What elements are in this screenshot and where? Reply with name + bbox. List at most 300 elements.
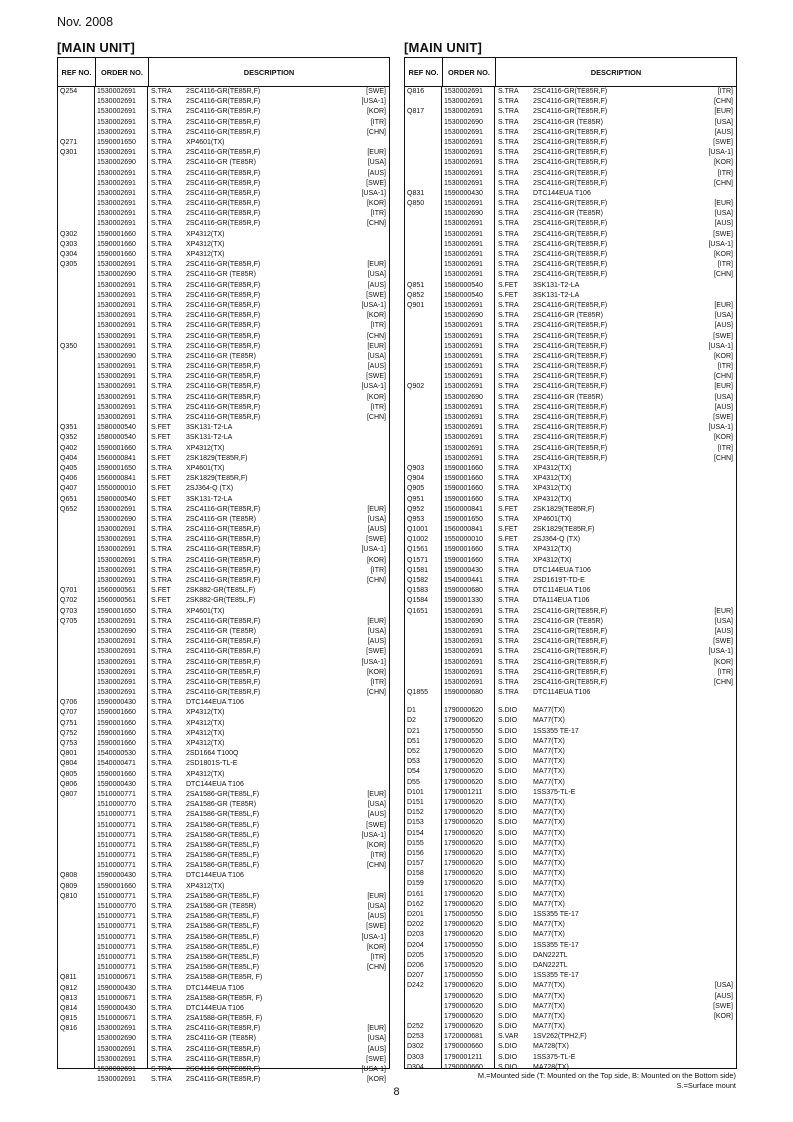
destination-cell: [KOR] xyxy=(366,1076,386,1084)
table-row xyxy=(405,209,736,219)
table-row xyxy=(405,698,736,706)
table-row xyxy=(58,189,389,199)
part-number-cell: MA77(TX) xyxy=(533,737,565,745)
part-number-cell: MA77(TX) xyxy=(533,707,565,715)
order-no-cell: 1530002691 xyxy=(97,403,136,411)
part-type-cell: S.TRA xyxy=(498,118,519,126)
ref-no-cell: Q809 xyxy=(60,882,78,890)
part-number-cell: DTC144EUA T106 xyxy=(186,780,244,788)
table-row xyxy=(405,607,736,617)
destination-cell: [ITR] xyxy=(370,678,386,686)
destination-cell: [EUR] xyxy=(367,892,386,900)
part-type-cell: S.TRA xyxy=(151,200,172,208)
order-no-cell: 1530002691 xyxy=(444,261,483,269)
part-number-cell: 2SC4116-GR(TE85R,F) xyxy=(186,658,261,666)
table-row xyxy=(58,240,389,250)
order-no-cell: 1510000770 xyxy=(97,801,136,809)
destination-cell: [CHN] xyxy=(713,454,733,462)
destination-cell: [ITR] xyxy=(370,852,386,860)
table-row xyxy=(405,240,736,250)
part-type-cell: S.TRA xyxy=(498,403,519,411)
part-type-cell: S.DIO xyxy=(498,717,518,725)
destination-cell: [SWE] xyxy=(366,1055,386,1063)
part-number-cell: 2SC4116-GR(TE85R,F) xyxy=(533,444,608,452)
part-number-cell: 2SC4116-GR(TE85R,F) xyxy=(533,251,608,258)
part-number-cell: MA77(TX) xyxy=(533,809,565,817)
part-type-cell: S.TRA xyxy=(151,464,172,472)
part-type-cell: S.TRA xyxy=(498,383,519,391)
part-number-cell: 2SD1664 T100Q xyxy=(186,750,239,758)
part-number-cell: 2SC4116-GR(TE85R,F) xyxy=(186,373,261,381)
ref-no-cell: Q814 xyxy=(60,1004,78,1012)
order-no-cell: 1510000771 xyxy=(97,811,136,819)
ref-no-cell: Q902 xyxy=(407,383,425,391)
document-date: Nov. 2008 xyxy=(57,15,114,29)
table-row xyxy=(58,372,389,382)
order-no-cell: 1790000620 xyxy=(444,880,483,888)
table-row xyxy=(58,464,389,474)
part-number-cell: 2SC4116-GR(TE85R,F) xyxy=(533,128,608,136)
destination-cell: [ITR] xyxy=(370,322,386,330)
ref-no-cell: Q850 xyxy=(407,200,425,208)
destination-cell: [KOR] xyxy=(713,1012,733,1020)
order-no-cell: 1510000671 xyxy=(97,994,136,1002)
part-number-cell: 2SC4116-GR(TE85R,F) xyxy=(186,169,261,177)
order-no-cell: 1790000620 xyxy=(444,1012,483,1020)
ref-no-cell: Q1001 xyxy=(407,526,429,534)
order-no-cell: 1790001211 xyxy=(444,788,483,796)
left-table-body xyxy=(58,87,389,1084)
part-type-cell: S.TRA xyxy=(151,373,172,381)
order-no-cell: 1530002691 xyxy=(444,363,483,371)
table-row xyxy=(58,1014,389,1024)
ref-no-cell: Q351 xyxy=(60,424,78,432)
part-number-cell: XP4312(TX) xyxy=(186,251,225,258)
part-type-cell: S.TRA xyxy=(151,414,172,421)
part-number-cell: 2SC4116-GR(TE85R,F) xyxy=(186,648,261,656)
part-number-cell: 2SC4116-GR(TE85R,F) xyxy=(186,118,261,126)
table-row xyxy=(58,484,389,494)
table-row xyxy=(405,260,736,270)
ref-no-header: REF NO. xyxy=(405,58,443,86)
part-number-cell: 2SC4116-GR(TE85R,F) xyxy=(186,281,261,289)
part-number-cell: 3SK131-T2-LA xyxy=(186,424,233,432)
part-type-cell: S.TRA xyxy=(151,709,172,717)
part-type-cell: S.TRA xyxy=(498,566,519,574)
table-row xyxy=(405,747,736,757)
part-type-cell: S.DIO xyxy=(498,809,518,817)
part-number-cell: 1SS355 TE-17 xyxy=(533,941,579,949)
part-number-cell: 2SA1586-GR(TE85L,F) xyxy=(186,913,260,921)
table-row xyxy=(58,821,389,831)
part-type-cell: S.DIO xyxy=(498,941,518,949)
mounted-side-note: M.=Mounted side (T: Mounted on the Top side, B: Mounted on the Bottom side) xyxy=(477,1071,736,1080)
table-row xyxy=(58,973,389,983)
order-no-cell: 1590001660 xyxy=(444,495,483,503)
part-type-cell: S.TRA xyxy=(151,933,172,941)
table-row xyxy=(405,706,736,716)
order-no-cell: 1790000620 xyxy=(444,890,483,898)
part-type-cell: S.TRA xyxy=(151,740,172,747)
part-type-cell: S.DIO xyxy=(498,860,518,868)
destination-cell: [USA] xyxy=(367,801,386,809)
ref-no-cell: D304 xyxy=(407,1063,424,1071)
order-no-cell: 1530002691 xyxy=(97,128,136,136)
table-row xyxy=(58,770,389,780)
ref-no-cell: D21 xyxy=(407,727,420,735)
part-type-cell: S.DIO xyxy=(498,911,518,918)
part-number-cell: 2SC4116-GR(TE85R,F) xyxy=(533,668,608,676)
order-no-cell: 1530002691 xyxy=(444,128,483,136)
part-type-cell: S.TRA xyxy=(151,811,172,819)
order-no-cell: 1530002691 xyxy=(97,312,136,320)
ref-no-cell: D157 xyxy=(407,860,424,868)
part-number-cell: 2SC4116-GR(TE85R,F) xyxy=(186,556,261,564)
table-row xyxy=(58,596,389,606)
part-type-cell: S.FET xyxy=(151,587,171,595)
part-type-cell: S.TRA xyxy=(151,312,172,320)
part-type-cell: S.TRA xyxy=(151,699,172,707)
part-type-cell: S.TRA xyxy=(151,251,172,258)
order-no-cell: 1540000530 xyxy=(97,750,136,758)
order-no-cell: 1530002691 xyxy=(444,414,483,421)
part-number-cell: 2SC4116-GR(TE85R,F) xyxy=(533,424,608,432)
part-type-cell: S.TRA xyxy=(498,414,519,421)
part-type-cell: S.TRA xyxy=(151,974,172,982)
part-number-cell: XP4601(TX) xyxy=(186,464,225,472)
destination-cell: [USA] xyxy=(367,271,386,279)
ref-no-cell: Q404 xyxy=(60,454,78,462)
table-row xyxy=(58,831,389,841)
order-no-cell: 1530002691 xyxy=(444,108,483,116)
part-number-cell: 2SC4116-GR(TE85R,F) xyxy=(186,546,261,554)
order-no-cell: 1530002691 xyxy=(97,617,136,625)
order-no-cell: 1580000540 xyxy=(444,291,483,299)
table-row xyxy=(405,128,736,138)
part-type-cell: S.TRA xyxy=(498,373,519,381)
part-type-cell: S.TRA xyxy=(151,444,172,452)
part-type-cell: S.FET xyxy=(151,475,171,483)
part-number-cell: XP4312(TX) xyxy=(186,240,225,248)
part-type-cell: S.TRA xyxy=(498,200,519,208)
table-row xyxy=(58,882,389,892)
order-no-cell: 1530002690 xyxy=(97,159,136,167)
order-no-cell: 1550000010 xyxy=(97,485,136,493)
order-no-cell: 1590001650 xyxy=(444,515,483,523)
order-no-cell: 1590001660 xyxy=(97,230,136,238)
destination-cell: [CHN] xyxy=(713,678,733,686)
destination-cell: [AUS] xyxy=(367,638,386,646)
part-number-cell: 2SC4116-GR(TE85R,F) xyxy=(186,678,261,686)
ref-no-cell: Q271 xyxy=(60,138,78,146)
table-row xyxy=(58,403,389,413)
part-type-cell: S.TRA xyxy=(498,179,519,187)
part-number-cell: 2SC4116-GR(TE85R,F) xyxy=(186,393,261,401)
order-no-cell: 1530002691 xyxy=(97,556,136,564)
table-row xyxy=(58,128,389,138)
part-number-cell: 2SC4116-GR(TE85R,F) xyxy=(186,403,261,411)
table-row xyxy=(405,1053,736,1063)
ref-no-cell: Q1584 xyxy=(407,597,429,605)
ref-no-cell: Q705 xyxy=(60,617,78,625)
destination-cell: [USA] xyxy=(367,515,386,523)
order-no-cell: 1790000620 xyxy=(444,982,483,990)
order-no-cell: 1590000430 xyxy=(97,699,136,707)
part-type-cell: S.DIO xyxy=(498,748,518,755)
ref-no-cell: Q905 xyxy=(407,485,425,493)
part-type-cell: S.DIO xyxy=(498,1012,518,1020)
ref-no-cell: Q801 xyxy=(60,750,78,758)
order-no-cell: 1790000620 xyxy=(444,900,483,908)
part-number-cell: MA77(TX) xyxy=(533,890,565,898)
order-no-cell: 1580000540 xyxy=(97,424,136,432)
order-no-cell: 1530002691 xyxy=(97,393,136,401)
order-no-cell: 1530002691 xyxy=(444,383,483,391)
order-no-cell: 1510000771 xyxy=(97,790,136,798)
destination-cell: [USA] xyxy=(367,352,386,360)
part-number-cell: DTC114EUA T106 xyxy=(533,587,591,595)
part-type-cell: S.TRA xyxy=(498,638,519,646)
table-row xyxy=(58,698,389,708)
part-type-cell: S.FET xyxy=(151,424,171,432)
part-number-cell: 2SC4116-GR (TE85R) xyxy=(186,159,256,167)
part-type-cell: S.DIO xyxy=(498,768,518,776)
order-no-cell: 1790000620 xyxy=(444,992,483,1000)
table-row xyxy=(405,250,736,260)
table-row xyxy=(405,505,736,515)
part-type-cell: S.TRA xyxy=(151,291,172,299)
order-no-cell: 1530002691 xyxy=(97,658,136,666)
destination-cell: [AUS] xyxy=(367,526,386,534)
part-number-cell: 2SA1586-GR(TE85L,F) xyxy=(186,821,260,829)
table-row xyxy=(58,688,389,698)
table-row xyxy=(405,107,736,117)
table-row xyxy=(405,219,736,229)
part-type-cell: S.DIO xyxy=(498,1023,518,1031)
part-type-cell: S.DIO xyxy=(498,972,518,980)
part-type-cell: S.DIO xyxy=(498,849,518,857)
destination-cell: [USA-1] xyxy=(361,1066,386,1073)
order-no-cell: 1510000671 xyxy=(97,974,136,982)
table-row xyxy=(58,759,389,769)
part-type-cell: S.TRA xyxy=(151,678,172,686)
part-number-cell: 2SC4116-GR(TE85R,F) xyxy=(533,240,608,248)
order-no-cell: 1790000620 xyxy=(444,849,483,857)
order-no-cell: 1590000430 xyxy=(97,1004,136,1012)
part-type-cell: S.TRA xyxy=(498,261,519,269)
destination-cell: [AUS] xyxy=(714,627,733,635)
order-no-cell: 1510000771 xyxy=(97,892,136,900)
table-row xyxy=(405,291,736,301)
table-row xyxy=(405,808,736,818)
part-type-cell: S.TRA xyxy=(498,108,519,116)
part-type-cell: S.TRA xyxy=(498,189,519,197)
part-type-cell: S.DIO xyxy=(498,931,518,939)
order-no-cell: 1530002691 xyxy=(97,179,136,187)
part-type-cell: S.TRA xyxy=(151,913,172,921)
destination-cell: [KOR] xyxy=(366,668,386,676)
order-no-cell: 1530002691 xyxy=(97,648,136,656)
part-number-cell: 2SC4116-GR(TE85R,F) xyxy=(186,261,261,269)
table-row xyxy=(405,433,736,443)
part-number-cell: 2SC4116-GR(TE85R,F) xyxy=(533,414,608,421)
ref-no-cell: D253 xyxy=(407,1033,424,1041)
order-no-cell: 1580000540 xyxy=(97,495,136,503)
table-header xyxy=(58,58,389,87)
part-number-cell: 2SA1586-GR (TE85R) xyxy=(186,903,257,910)
order-no-cell: 1530002691 xyxy=(444,454,483,462)
table-row xyxy=(405,637,736,647)
part-number-cell: 2SC4116-GR(TE85R,F) xyxy=(186,617,261,625)
part-type-cell: S.TRA xyxy=(151,128,172,136)
part-type-cell: S.TRA xyxy=(151,108,172,116)
ref-no-cell: Q301 xyxy=(60,149,78,157)
table-row xyxy=(405,727,736,737)
part-type-cell: S.VAR xyxy=(498,1033,519,1041)
order-no-cell: 1530002691 xyxy=(444,179,483,187)
ref-no-cell: D161 xyxy=(407,890,424,898)
table-row xyxy=(405,658,736,668)
part-type-cell: S.FET xyxy=(498,526,518,534)
part-number-cell: XP4312(TX) xyxy=(186,770,225,778)
part-number-cell: 2SA1588-GR(TE85R, F) xyxy=(186,974,263,982)
order-no-cell: 1510000771 xyxy=(97,923,136,931)
destination-cell: [SWE] xyxy=(366,648,386,656)
table-row xyxy=(405,393,736,403)
table-row xyxy=(405,737,736,747)
order-no-cell: 1530002691 xyxy=(97,169,136,177)
table-row xyxy=(405,148,736,158)
table-row xyxy=(405,566,736,576)
ref-no-cell: Q851 xyxy=(407,281,425,289)
table-row xyxy=(58,545,389,555)
order-no-cell: 1590001650 xyxy=(97,464,136,472)
part-type-cell: S.TRA xyxy=(498,393,519,401)
destination-cell: [SWE] xyxy=(366,179,386,187)
table-row xyxy=(405,961,736,971)
part-type-cell: S.TRA xyxy=(498,363,519,371)
part-number-cell: MA77(TX) xyxy=(533,717,565,725)
order-no-cell: 1530002690 xyxy=(97,352,136,360)
order-no-cell: 1510000771 xyxy=(97,943,136,951)
part-type-cell: S.DIO xyxy=(498,778,518,786)
part-type-cell: S.DIO xyxy=(498,798,518,806)
part-number-cell: 2SC4116-GR (TE85R) xyxy=(186,352,256,360)
ref-no-cell: Q816 xyxy=(60,1025,78,1033)
part-type-cell: S.TRA xyxy=(498,322,519,330)
order-no-cell: 1790000620 xyxy=(444,717,483,725)
table-row xyxy=(405,454,736,464)
destination-cell: [KOR] xyxy=(366,556,386,564)
order-no-cell: 1530002691 xyxy=(97,505,136,513)
part-number-cell: 2SC4116-GR(TE85R,F) xyxy=(533,363,608,371)
part-number-cell: 2SA1586-GR(TE85L,F) xyxy=(186,964,260,972)
part-number-cell: 2SA1586-GR(TE85L,F) xyxy=(186,811,260,819)
table-row xyxy=(58,342,389,352)
part-type-cell: S.TRA xyxy=(498,454,519,462)
destination-cell: [KOR] xyxy=(713,251,733,258)
part-type-cell: S.TRA xyxy=(498,658,519,666)
part-type-cell: S.FET xyxy=(151,434,171,442)
part-type-cell: S.TRA xyxy=(498,546,519,554)
ref-no-cell: D53 xyxy=(407,758,420,766)
part-number-cell: 2SK882-GR(TE85L,F) xyxy=(186,597,256,605)
order-no-cell: 1790000620 xyxy=(444,809,483,817)
order-no-cell: 1580000540 xyxy=(97,434,136,442)
destination-cell: [CHN] xyxy=(713,373,733,381)
ref-no-cell: Q753 xyxy=(60,740,78,747)
table-row xyxy=(58,780,389,790)
destination-cell: [ITR] xyxy=(370,566,386,574)
part-type-cell: S.TRA xyxy=(151,964,172,972)
order-no-cell: 1530002691 xyxy=(97,149,136,157)
part-number-cell: 2SA1586-GR(TE85L,F) xyxy=(186,953,260,961)
part-number-cell: 2SJ364-Q (TX) xyxy=(533,536,581,544)
order-no-cell: 1530002691 xyxy=(97,281,136,289)
ref-no-cell: Q305 xyxy=(60,261,78,269)
ref-no-cell: Q1561 xyxy=(407,546,429,554)
table-row xyxy=(58,871,389,881)
order-no-header: ORDER NO. xyxy=(96,58,149,86)
table-row xyxy=(405,332,736,342)
part-type-cell: S.TRA xyxy=(151,719,172,727)
order-no-cell: 1790000620 xyxy=(444,1023,483,1031)
part-type-cell: S.TRA xyxy=(151,546,172,554)
part-type-cell: S.TRA xyxy=(151,1025,172,1033)
table-row xyxy=(405,920,736,930)
destination-cell: [USA] xyxy=(367,627,386,635)
table-row xyxy=(405,951,736,961)
part-type-cell: S.TRA xyxy=(151,658,172,666)
part-type-cell: S.TRA xyxy=(151,281,172,289)
order-no-cell: 1530002690 xyxy=(444,118,483,126)
table-row xyxy=(58,138,389,148)
part-number-cell: 2SC4116-GR(TE85R,F) xyxy=(186,189,261,197)
table-row xyxy=(58,810,389,820)
destination-cell: [ITR] xyxy=(717,88,733,95)
part-number-cell: MA77(TX) xyxy=(533,1002,565,1010)
order-no-cell: 1510000771 xyxy=(97,913,136,921)
destination-cell: [ITR] xyxy=(717,261,733,269)
part-type-cell: S.DIO xyxy=(498,961,518,969)
table-row xyxy=(405,678,736,688)
order-no-cell: 1530002691 xyxy=(97,261,136,269)
part-type-cell: S.DIO xyxy=(498,982,518,990)
part-number-cell: 2SC4116-GR(TE85R,F) xyxy=(186,322,261,330)
ref-no-cell: D156 xyxy=(407,849,424,857)
part-type-cell: S.TRA xyxy=(151,638,172,646)
part-number-cell: 2SC4116-GR(TE85R,F) xyxy=(533,301,608,309)
table-row xyxy=(405,382,736,392)
part-number-cell: 1SS355 TE-17 xyxy=(533,727,579,735)
part-number-cell: 2SC4116-GR(TE85R,F) xyxy=(533,138,608,146)
order-no-cell: 1590000430 xyxy=(444,189,483,197)
right-unit-title: [MAIN UNIT] xyxy=(404,40,483,55)
table-row xyxy=(405,647,736,657)
table-header xyxy=(405,58,736,87)
destination-cell: [AUS] xyxy=(714,992,733,1000)
destination-cell: [CHN] xyxy=(366,414,386,421)
part-number-cell: 2SC4116-GR(TE85R,F) xyxy=(186,668,261,676)
table-row xyxy=(405,930,736,940)
table-row xyxy=(405,169,736,179)
table-row xyxy=(58,270,389,280)
ref-no-cell: Q815 xyxy=(60,1015,78,1023)
destination-cell: [KOR] xyxy=(366,841,386,849)
destination-cell: [KOR] xyxy=(366,393,386,401)
table-row xyxy=(58,984,389,994)
order-no-cell: 1530002691 xyxy=(444,149,483,157)
